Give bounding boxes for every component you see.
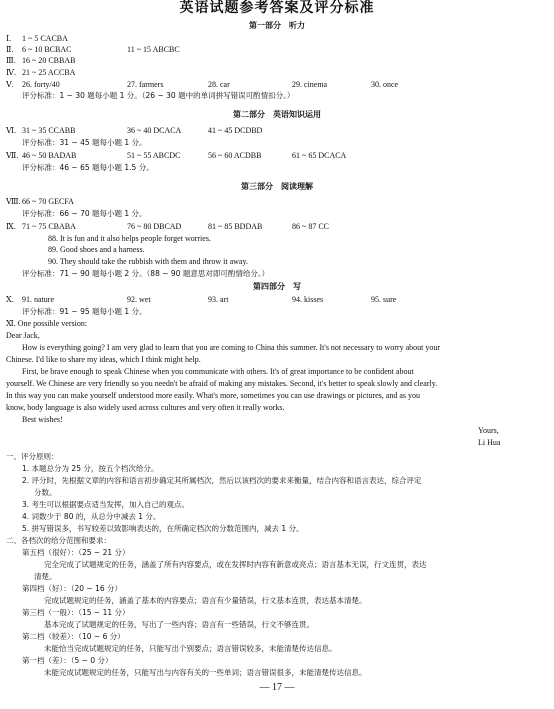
grade-level: 第三档（一般）：（15 ~ 11 分） xyxy=(22,608,130,617)
letter-line: yourself. We Chinese are very friendly so you needn't be afraid of making any mistakes. Second, it's better to speak slowly and clearly. xyxy=(6,379,438,388)
roman-11: Ⅺ. One possible version: xyxy=(6,319,88,328)
grade-level: 第二档（较差）：（10 ~ 6 分） xyxy=(22,632,125,641)
answer: 93. art xyxy=(208,295,229,304)
roman-9: Ⅸ. xyxy=(6,222,16,231)
criteria-heading: 一、评分原则： xyxy=(6,452,59,461)
answer: 41 ~ 45 DCDBD xyxy=(208,126,263,135)
answer: 92. wet xyxy=(127,295,151,304)
answer: 16 ~ 20 CBBAB xyxy=(22,56,76,65)
grade-desc: 完全完成了试题规定的任务，涵盖了所有内容要点，或在发挥时内容有新意或亮点；语言基本无误，行文连贯，表达 xyxy=(44,560,427,569)
scoring-note: 评分标准：46 ~ 65 题每小题 1.5 分。 xyxy=(22,163,154,172)
letter-line: How is everything going? I am very glad to learn that you are coming to China this summer. It's not necessary to worry about your xyxy=(22,343,441,352)
grade-desc: 基本完成了试题规定的任务，写出了一些内容；语言有一些错误，行文不够连贯。 xyxy=(44,620,314,629)
answer: 1 ~ 5 CACBA xyxy=(22,34,68,43)
answer: 11 ~ 15 ABCBC xyxy=(127,45,180,54)
criteria-item: 5. 拼写错误多，书写较差以致影响表达的，在所确定档次的分数范围内，减去 1 分。 xyxy=(22,524,304,533)
answer: 46 ~ 50 BADAB xyxy=(22,151,77,160)
roman-5: Ⅴ. xyxy=(6,80,14,89)
answer: 61 ~ 65 DCACA xyxy=(292,151,347,160)
letter-sign: Yours, xyxy=(478,426,499,435)
grade-desc: 未能完成试题规定的任务，只能写出与内容有关的一些单词；语言错误很多，未能清楚传达信息。 xyxy=(44,668,367,677)
letter-closing: Best wishes! xyxy=(22,415,63,424)
grade-desc: 未能恰当完成试题规定的任务，只能写出个别要点；语言错误较多，未能清楚传达信息。 xyxy=(44,644,337,653)
roman-1: Ⅰ. xyxy=(6,34,12,43)
criteria-item: 3. 考生可以根据要点适当发挥，加入自己的观点。 xyxy=(22,500,190,509)
grade-level: 第五档（很好）：（25 ~ 21 分） xyxy=(22,548,130,557)
roman-6: Ⅵ. xyxy=(6,126,17,135)
scoring-note: 评分标准：66 ~ 70 题每小题 1 分。 xyxy=(22,209,147,218)
grade-desc: 清楚。 xyxy=(34,572,57,581)
answer: 30. once xyxy=(371,80,399,89)
answer: 31 ~ 35 CCABB xyxy=(22,126,76,135)
criteria-heading: 二、各档次的给分范围和要求： xyxy=(6,536,111,545)
roman-2: Ⅱ. xyxy=(6,45,14,54)
part1-heading: 第一部分 听力 xyxy=(249,21,305,30)
page-number: — 17 — xyxy=(259,682,295,693)
answer: 56 ~ 60 ACDBB xyxy=(208,151,262,160)
scoring-note: 评分标准：1 ~ 30 题每小题 1 分。（26 ~ 30 题中的单词拼写错误可酌情扣分。） xyxy=(22,91,295,100)
answer: 26. forty/40 xyxy=(22,80,60,89)
letter-line: know, body language is also widely used across cultures and very often it really works. xyxy=(6,403,285,412)
part3-heading: 第三部分 阅读理解 xyxy=(241,182,313,191)
answer-88: 88. It is fun and it also helps people forget worries. xyxy=(48,234,211,243)
answer: 51 ~ 55 ABCDC xyxy=(127,151,181,160)
answer-90: 90. They should take the rubbish with them and throw it away. xyxy=(48,257,248,266)
answer: 91. nature xyxy=(22,295,54,304)
letter-line: First, be brave enough to speak Chinese when you communicate with others. It's of great importance to be confident about xyxy=(22,367,414,376)
grade-level: 第一档（差）：（5 ~ 0 分） xyxy=(22,656,113,665)
letter-line: In this way you can make yourself understood more easily. What's more, sometimes you can use drawings or pictures, and as you xyxy=(6,391,421,400)
criteria-item: 2. 评分时，先根据文章的内容和语言初步确定其所属档次，然后以该档次的要求来衡量，结合内容和语言表达，综合评定 xyxy=(22,476,422,485)
part4-heading: 第四部分 写 xyxy=(253,282,301,291)
criteria-item: 1. 本题总分为 25 分，按五个档次给分。 xyxy=(22,464,159,473)
answer: 86 ~ 87 CC xyxy=(292,222,329,231)
criteria-item: 4. 词数少于 80 的，从总分中减去 1 分。 xyxy=(22,512,161,521)
roman-3: Ⅲ. xyxy=(6,56,16,65)
roman-8: Ⅷ. xyxy=(6,197,21,206)
part2-heading: 第二部分 英语知识运用 xyxy=(233,110,321,119)
answer: 94. kisses xyxy=(292,295,324,304)
answer-89: 89. Good shoes and a harness. xyxy=(48,245,145,254)
letter-signature: Li Hua xyxy=(478,438,501,447)
answer: 27. farmers xyxy=(127,80,164,89)
roman-7: Ⅶ. xyxy=(6,151,19,160)
answer: 71 ~ 75 CBABA xyxy=(22,222,76,231)
answer: 29. cinema xyxy=(292,80,328,89)
letter-line: Chinese. I'd like to share my ideas, which I think might help. xyxy=(6,355,201,364)
scoring-note: 评分标准：91 ~ 95 题每小题 1 分。 xyxy=(22,307,147,316)
answer: 66 ~ 70 GECFA xyxy=(22,197,74,206)
scoring-note: 评分标准：31 ~ 45 题每小题 1 分。 xyxy=(22,138,147,147)
grade-level: 第四档（好）：（20 ~ 16 分） xyxy=(22,584,123,593)
answer: 95. sure xyxy=(371,295,397,304)
criteria-item: 分数。 xyxy=(34,488,57,497)
roman-10: Ⅹ. xyxy=(6,295,14,304)
letter-greeting: Dear Jack, xyxy=(6,331,40,340)
roman-4: Ⅳ. xyxy=(6,68,16,77)
scoring-note: 评分标准：71 ~ 90 题每小题 2 分。（88 ~ 90 题意思对即可酌情给分。） xyxy=(22,269,270,278)
answer: 76 ~ 80 DBCAD xyxy=(127,222,182,231)
grade-desc: 完成试题规定的任务，涵盖了基本的内容要点；语言有少量错误，行文基本连贯，表达基本清楚。 xyxy=(44,596,367,605)
answer: 6 ~ 10 BCBAC xyxy=(22,45,72,54)
page-title: 英语试题参考答案及评分标准 xyxy=(179,0,375,16)
answer: 21 ~ 25 ACCBA xyxy=(22,68,76,77)
answer: 36 ~ 40 DCACA xyxy=(127,126,182,135)
answer: 81 ~ 85 BDDAB xyxy=(208,222,263,231)
answer: 28. car xyxy=(208,80,230,89)
